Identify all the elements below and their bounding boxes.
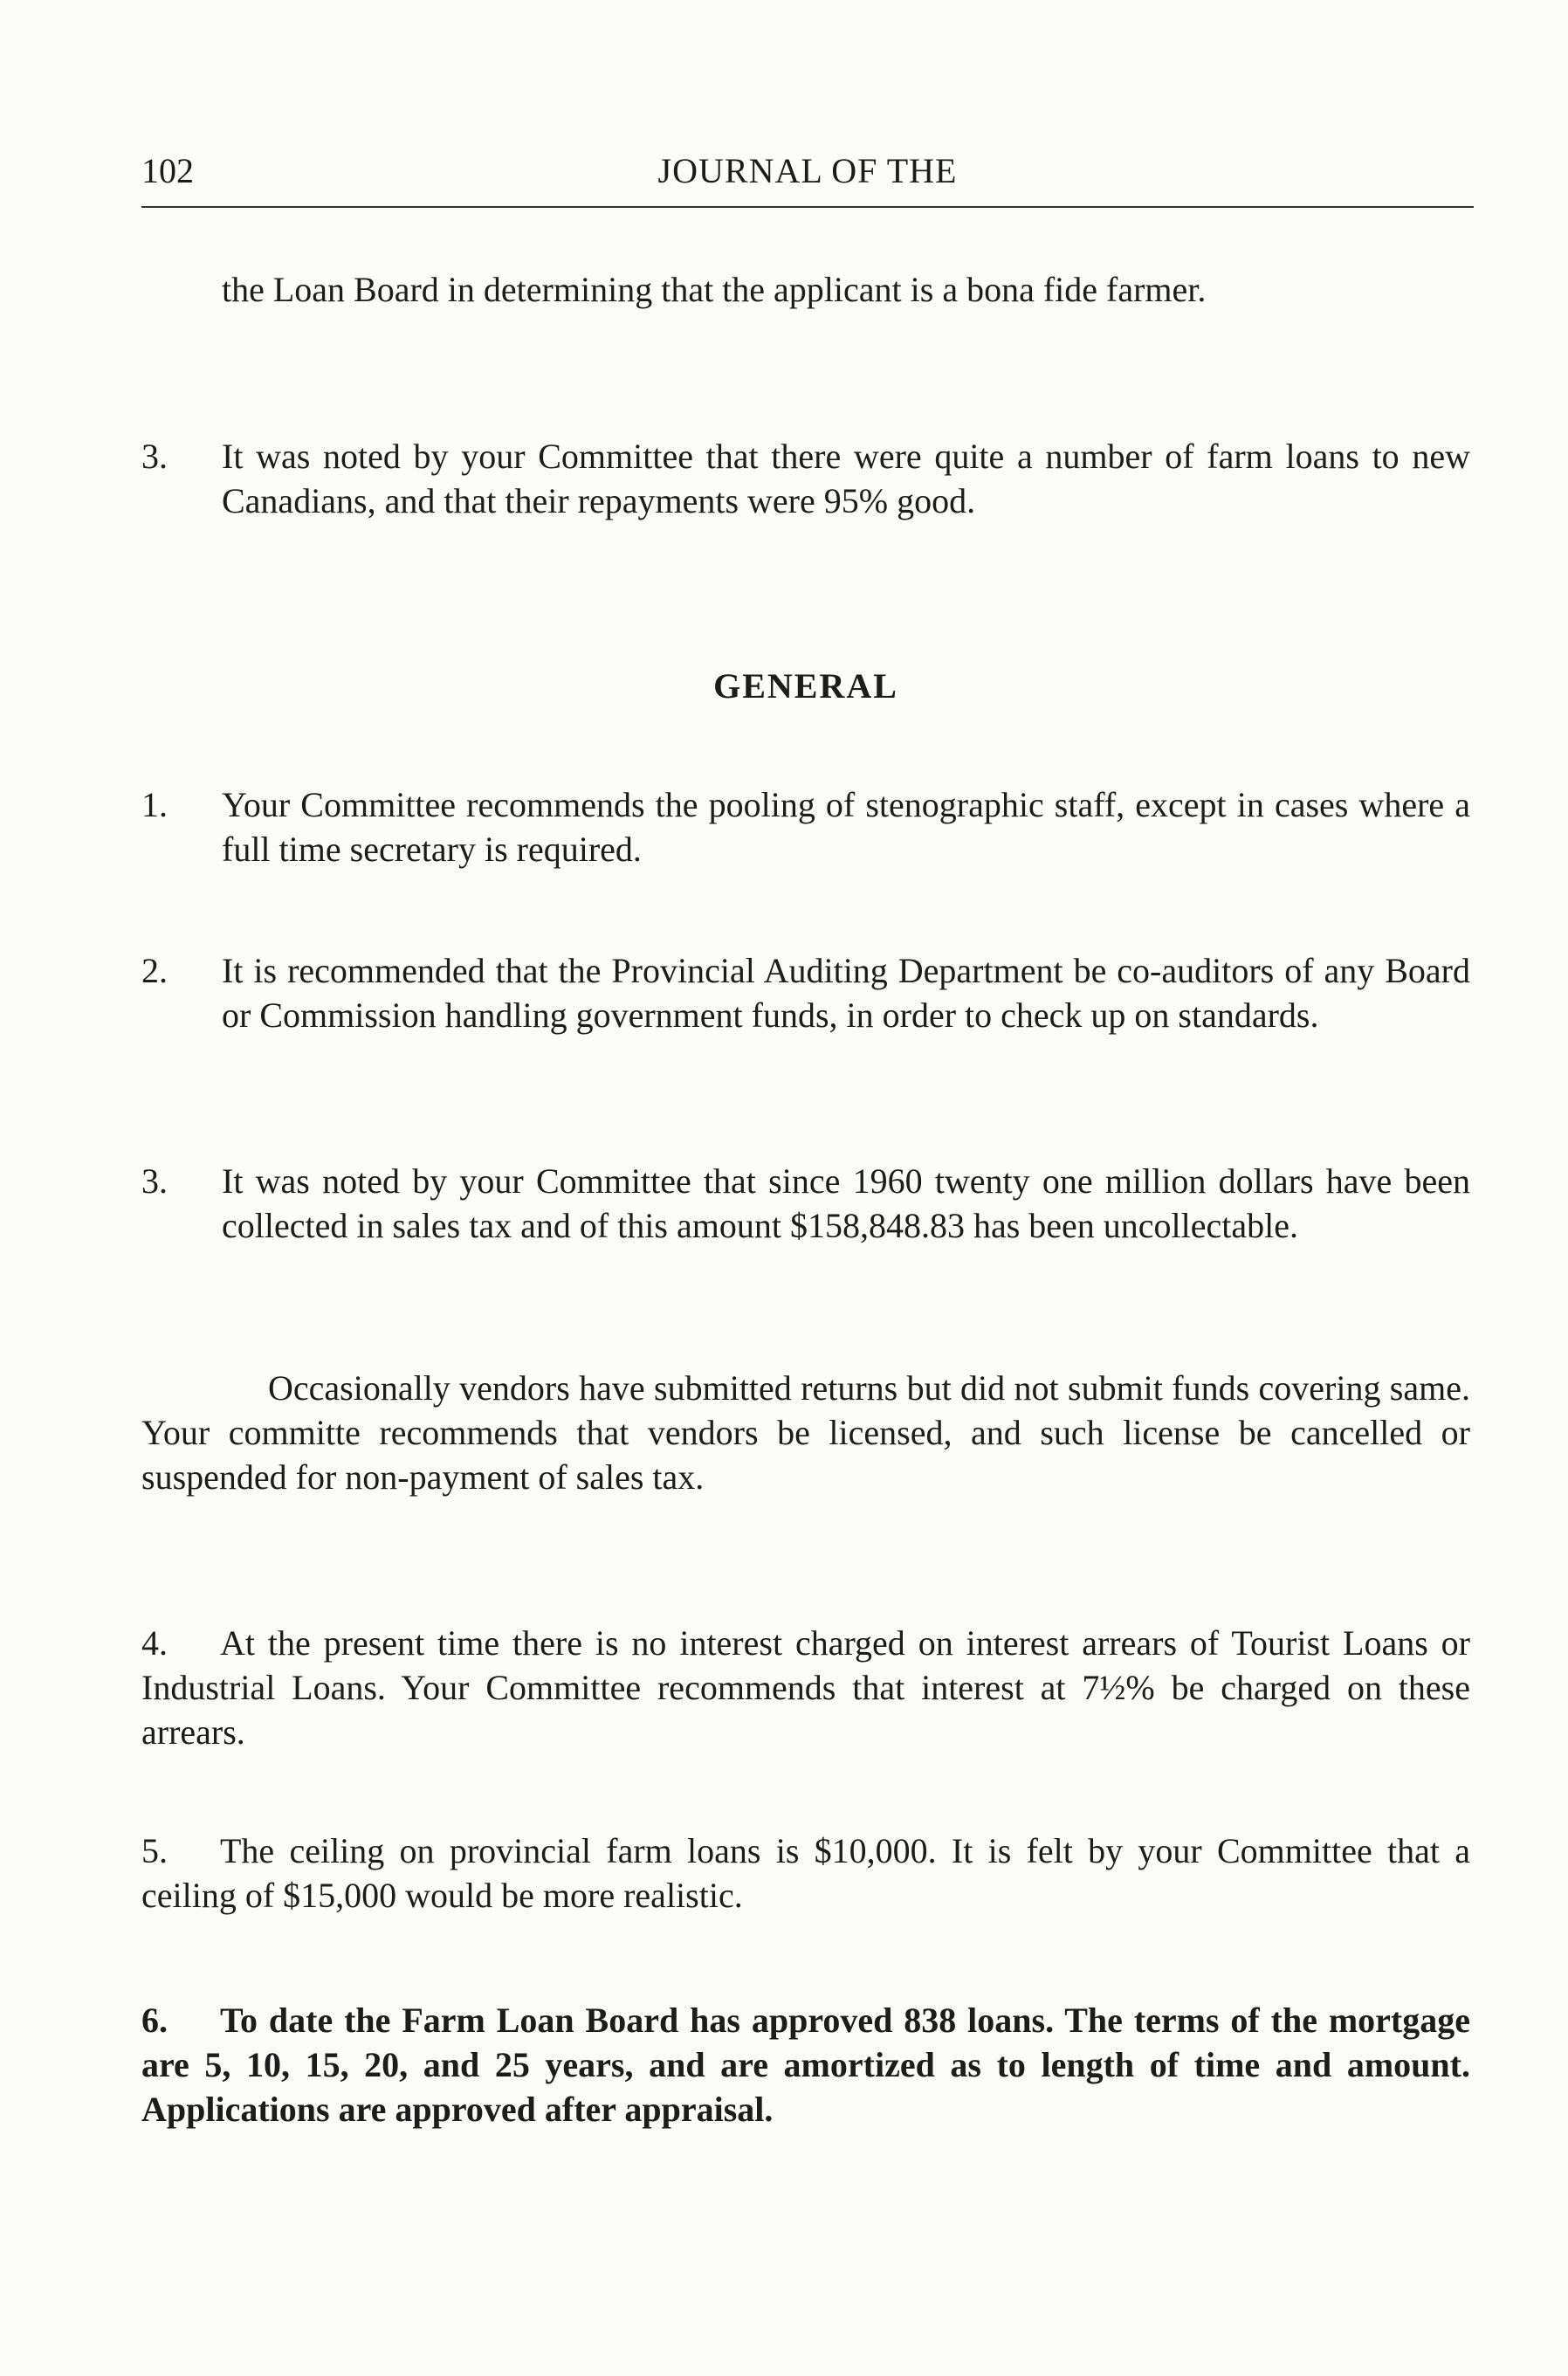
- running-head: JOURNAL OF THE: [657, 151, 958, 190]
- item-text: At the present time there is no interest charged on interest arrears of Tourist Loans or Industrial Loans. Your Committee recommends that interest at 7½% be charged on these arrears.: [141, 1623, 1470, 1752]
- item-number: 3.: [141, 1161, 168, 1201]
- item-number: 1.: [141, 785, 168, 824]
- item-number: 2.: [141, 951, 168, 990]
- numbered-paragraph: [141, 1998, 1470, 2132]
- item-text: The ceiling on provincial farm loans is $10,000. It is felt by your Committee that a ceiling of $15,000 would be more realistic.: [141, 1831, 1470, 1915]
- numbered-paragraph: [141, 1621, 1470, 1754]
- numbered-paragraph: [141, 1828, 1470, 1918]
- item-text: It was noted by your Committee that there were quite a number of farm loans to new Canadians, and that their repayments were 95% good.: [222, 437, 1470, 520]
- body-paragraph: Occasionally vendors have submitted returns but did not submit funds covering same. Your committe recommends that vendors be licensed, and such license be cancelled or suspended for non-payment of sales tax.: [141, 1368, 1470, 1497]
- item-text: To date the Farm Loan Board has approved 838 loans. The terms of the mortgage are 5, 10, 15, 20, and 25 years, and are amortized as to length of time and amount. Applications are approved after appraisal.: [141, 2001, 1470, 2129]
- page-number: 102: [141, 151, 194, 190]
- item-number: 4.: [141, 1623, 168, 1663]
- item-number: 6.: [141, 2001, 168, 2040]
- header-rule: [141, 206, 1474, 208]
- item-text: It is recommended that the Provincial Auditing Department be co-auditors of any Board or Commission handling government funds, in order to check up on standards.: [222, 951, 1470, 1035]
- continuation-paragraph: the Loan Board in determining that the applicant is a bona fide farmer.: [222, 270, 1207, 309]
- section-heading-general: GENERAL: [713, 666, 898, 706]
- item-number: 3.: [141, 437, 168, 476]
- item-text: Your Committee recommends the pooling of stenographic staff, except in cases where a full time secretary is required.: [222, 785, 1470, 869]
- page-header: [141, 148, 1474, 194]
- item-number: 5.: [141, 1831, 168, 1870]
- item-text: It was noted by your Committee that since 1960 twenty one million dollars have been collected in sales tax and of this amount $158,848.83 has been uncollectable.: [222, 1161, 1470, 1245]
